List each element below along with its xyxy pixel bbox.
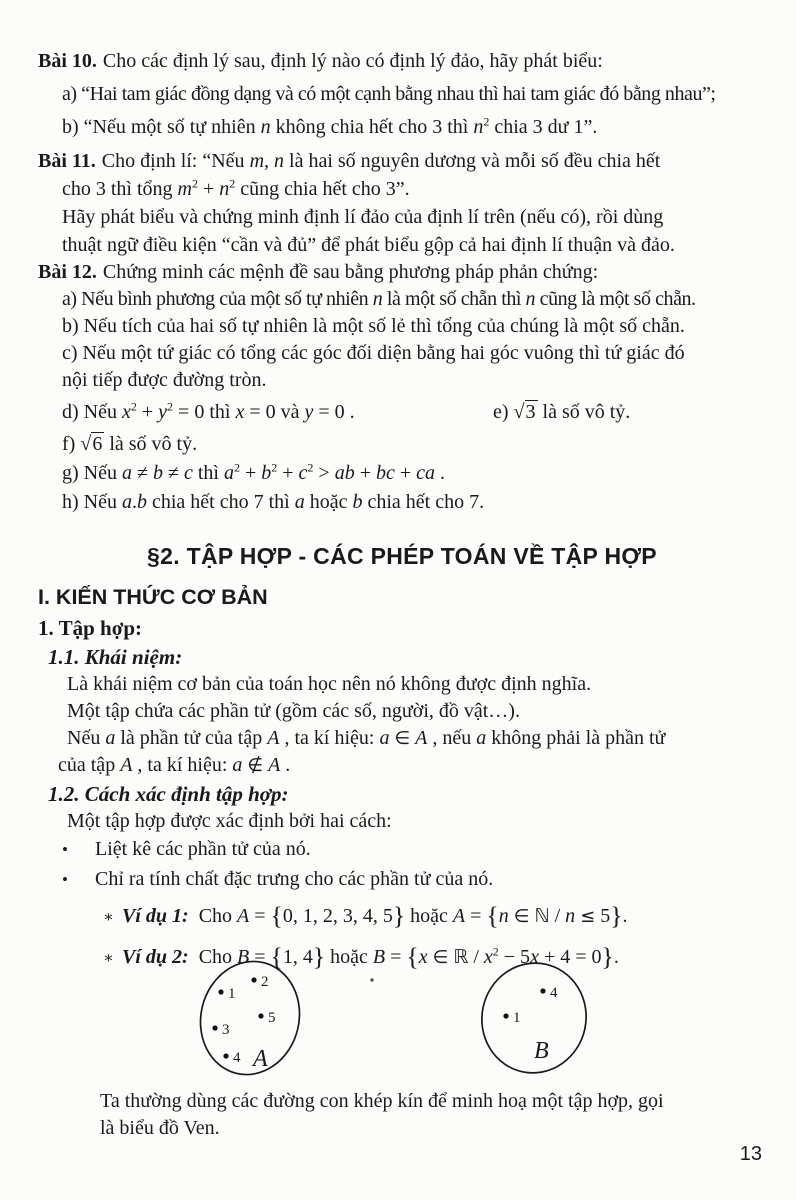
- bullet-icon: •: [62, 869, 68, 889]
- exercise-12-item-h: h) Nếu a.b chia hết cho 7 thì a hoặc b chia hết cho 7.: [62, 491, 485, 513]
- exercise-12-label: Bài 12.: [38, 261, 97, 283]
- asterisk-marker-icon: ∗: [103, 950, 114, 968]
- define-line-1: Một tập hợp được xác định bởi hai cách:: [67, 810, 392, 832]
- set-a-point-4-label: 4: [233, 1050, 241, 1067]
- subtopic-1-1-heading: 1.1. Khái niệm:: [48, 645, 183, 669]
- exercise-12-item-g: g) Nếu a ≠ b ≠ c thì $a^2 + b^2 + c^2$ > ab + bc + ca .: [62, 460, 446, 484]
- part-i-heading: I. KIẾN THỨC CƠ BẢN: [38, 585, 268, 609]
- example-1: [103, 896, 766, 937]
- set-a-point-2-label: 2: [261, 974, 269, 991]
- exercise-12-header: [38, 259, 766, 286]
- exercise-12-item-c-line-2: nội tiếp được đường tròn.: [62, 369, 267, 391]
- set-a-label: A: [253, 1046, 268, 1073]
- bullet-item-2-text: Chỉ ra tính chất đặc trưng cho các phần tử của nó.: [95, 867, 494, 890]
- exercise-11-header: [38, 147, 766, 175]
- section-2-title: §2. TẬP HỢP - CÁC PHÉP TOÁN VỀ TẬP HỢP: [147, 543, 657, 569]
- venn-caption-line-2: là biểu đồ Ven.: [100, 1116, 220, 1139]
- page-number: 13: [739, 1143, 762, 1165]
- exercise-12-item-a: a) Nếu bình phương của một số tự nhiên n là một số chẵn thì n cũng là một số chẵn.: [62, 288, 696, 310]
- exercise-12-row-d-e: [62, 394, 766, 430]
- concept-line-4: của tập A , ta kí hiệu: a ∉ A .: [58, 754, 291, 776]
- set-a-point-3-label: 3: [222, 1022, 230, 1039]
- set-b-point-4-dot: [540, 989, 545, 994]
- exercise-12-item-c-line-1: c) Nếu một tứ giác có tổng các góc đối diện bằng hai góc vuông thì tứ giác đó: [62, 342, 685, 364]
- topic-1-heading: 1. Tập hợp:: [38, 616, 143, 640]
- exercise-10-intro: Cho các định lý sau, định lý nào có định lý đảo, hãy phát biểu:: [102, 50, 603, 72]
- asterisk-marker-icon: ∗: [103, 909, 114, 927]
- exercise-12-item-f: f) √6 là số vô tỷ.: [62, 433, 198, 455]
- exercise-10-label: Bài 10.: [38, 50, 97, 72]
- venn-caption-line-1: Ta thường dùng các đường con khép kín để minh hoạ một tập hợp, gọi: [100, 1090, 664, 1113]
- exercise-11-line-2: cho 3 thì tổng $m^2 + n^2$ cũng chia hết cho 3”.: [62, 176, 410, 200]
- concept-line-1: Là khái niệm cơ bản của toán học nên nó không được định nghĩa.: [67, 673, 592, 695]
- exercise-11-line-4: thuật ngữ điều kiện “cần và đủ” để phát biểu gộp cả hai định lí thuận và đảo.: [62, 234, 675, 256]
- exercise-12-item-d: d) Nếu $x^2 + y^2 = 0$ thì x = 0 và y = 0 .: [62, 399, 355, 423]
- example-1-label: Ví dụ 1:: [122, 905, 189, 928]
- subtopic-1-2-heading: 1.2. Cách xác định tập hợp:: [48, 782, 289, 806]
- exercise-11-line-3: Hãy phát biểu và chứng minh định lí đảo của định lí trên (nếu có), rồi dùng: [62, 206, 664, 228]
- example-1-body: Cho A = {0, 1, 2, 3, 4, 5} hoặc A = {n ∈ ℕ / n ≤ 5}.: [198, 901, 628, 930]
- exercise-bai-10: [38, 45, 766, 144]
- bullet-item-1: [62, 835, 766, 865]
- venn-diagram-block: [169, 958, 766, 1088]
- bullet-item-1-text: Liệt kê các phần tử của nó.: [95, 838, 311, 860]
- set-a-point-1-dot: [218, 990, 223, 995]
- set-a-point-2-dot: [251, 978, 256, 983]
- exercise-bai-11: [38, 147, 766, 259]
- set-a-point-5-dot: [258, 1014, 263, 1019]
- set-b-point-1-label: 1: [513, 1010, 521, 1027]
- set-a-ellipse: [189, 958, 312, 1085]
- exercise-12-intro: Chứng minh các mệnh đề sau bằng phương pháp phản chứng:: [102, 261, 599, 283]
- exercise-12-item-b: b) Nếu tích của hai số tự nhiên là một số lẻ thì tổng của chúng là một số chẵn.: [62, 315, 685, 337]
- set-b-label: B: [534, 1038, 549, 1065]
- concept-line-2: Một tập chứa các phần tử (gồm các số, người, đồ vật…).: [67, 700, 520, 722]
- venn-diagram: [169, 958, 609, 1088]
- set-b-point-1-dot: [503, 1014, 508, 1019]
- bullet-item-2: [62, 865, 766, 895]
- set-a-point-3-dot: [212, 1026, 217, 1031]
- exercise-10-item-b: b) “Nếu một số tự nhiên n không chia hết cho 3 thì $n^2$ chia 3 dư 1”.: [62, 114, 598, 138]
- exercise-10-header: [38, 45, 766, 78]
- example-2-label: Ví dụ 2:: [122, 946, 189, 969]
- exercise-11-label: Bài 11.: [38, 150, 96, 172]
- exercise-11-intro: Cho định lí: “Nếu m, n là hai số nguyên dương và mỗi số đều chia hết: [101, 150, 661, 172]
- example-2-body: Cho B = {1, 4} hoặc B = {x ∈ ℝ / $x^2 - 5x + 4 = 0$}.: [198, 942, 619, 972]
- exercise-10-item-a: a) “Hai tam giác đồng dạng và có một cạnh bằng nhau thì hai tam giác đó bằng nhau”;: [62, 83, 716, 105]
- bullet-icon: •: [62, 840, 68, 859]
- scan-speck: [370, 979, 373, 982]
- set-a-point-5-label: 5: [268, 1010, 276, 1027]
- exercise-12-item-e: e) √3 là số vô tỷ.: [493, 401, 631, 423]
- set-a-point-1-label: 1: [228, 986, 236, 1003]
- concept-line-3: Nếu a là phần tử của tập A , ta kí hiệu: a ∈ A , nếu a không phải là phần tử: [67, 727, 666, 749]
- set-a-point-4-dot: [223, 1054, 228, 1059]
- set-b-point-4-label: 4: [550, 985, 558, 1002]
- exercise-bai-12: [38, 259, 766, 517]
